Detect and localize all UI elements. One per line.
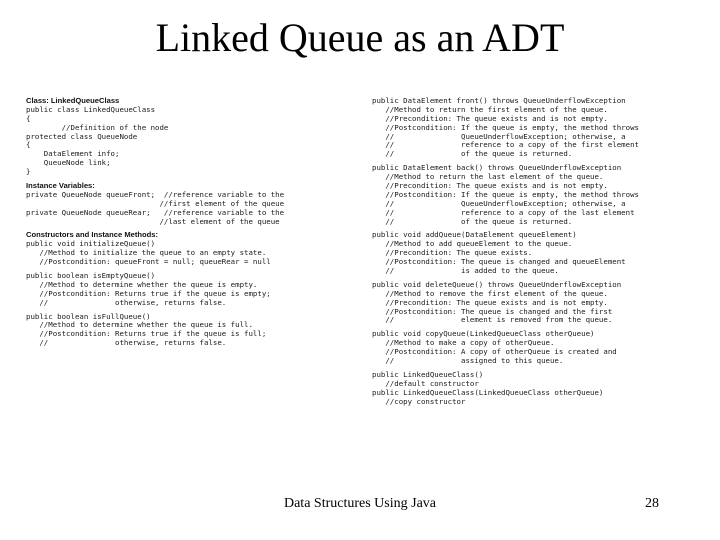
code-line: public LinkedQueueClass() (372, 370, 484, 379)
code-line: private QueueNode queueRear; //reference variable to the (26, 208, 285, 217)
code-line: // is added to the queue. (372, 267, 559, 276)
code-line: // otherwise, returns false. (26, 339, 227, 348)
code-line: //Method to remove the first element of the queue. (372, 289, 608, 298)
code-line: public void addQueue(DataElement queueElement) (372, 231, 577, 240)
code-line: //Method to initialize the queue to an empty state. (26, 249, 267, 258)
code-line: // of the queue is returned. (372, 217, 573, 226)
code-line: // element is removed from the queue. (372, 316, 613, 325)
code-line: { (26, 141, 31, 150)
code-line: //Postcondition: queueFront = null; queueRear = null (26, 258, 271, 267)
code-line: //last element of the queue (26, 217, 280, 226)
code-line: public boolean isEmptyQueue() (26, 272, 156, 281)
code-line: //Postcondition: Returns true if the queue is empty; (26, 289, 271, 298)
code-line: DataElement info; (26, 150, 120, 159)
code-line: // of the queue is returned. (372, 150, 573, 159)
code-line: // QueueUnderflowException; otherwise, a (372, 132, 626, 141)
code-line: QueueNode link; (26, 159, 111, 168)
code-line: public boolean isFullQueue() (26, 312, 151, 321)
code-line: //copy constructor (372, 397, 466, 406)
code-line: //Precondition: The queue exists and is not empty. (372, 114, 608, 123)
code-line: //Postcondition: If the queue is empty, the method throws (372, 190, 639, 199)
code-line: // reference to a copy of the last element (372, 208, 635, 217)
code-section-heading: Class: LinkedQueueClass (26, 97, 120, 105)
slide-title: Linked Queue as an ADT (155, 15, 565, 60)
code-column-left (26, 97, 344, 348)
code-line: //Precondition: The queue exists. (372, 249, 533, 258)
code-line: public void copyQueue(LinkedQueueClass otherQueue) (372, 330, 595, 339)
code-line: //Method to determine whether the queue is empty. (26, 280, 258, 289)
code-line: //Method to make a copy of otherQueue. (372, 339, 555, 348)
code-line: } (26, 168, 31, 177)
code-listing-image (26, 97, 704, 473)
code-line: //Method to add queueElement to the queue. (372, 240, 573, 249)
code-section-heading: Instance Variables: (26, 182, 95, 191)
code-line: //Postcondition: Returns true if the queue is full; (26, 330, 267, 339)
code-line: public class LinkedQueueClass (26, 105, 156, 114)
code-line: // otherwise, returns false. (26, 298, 227, 307)
code-line: public void initializeQueue() (26, 240, 156, 249)
code-line: public void deleteQueue() throws QueueUnderflowException (372, 280, 622, 289)
code-line: public LinkedQueueClass(LinkedQueueClass otherQueue) (372, 388, 604, 397)
code-line: //Postcondition: The queue is changed and queueElement (372, 258, 626, 267)
code-line: public DataElement back() throws QueueUnderflowException (372, 164, 622, 173)
code-line: //Postcondition: If the queue is empty, the method throws (372, 123, 639, 132)
code-line: //Postcondition: The queue is changed and the first (372, 307, 613, 316)
code-line: // QueueUnderflowException; otherwise, a (372, 199, 626, 208)
code-section-heading: Constructors and Instance Methods: (26, 231, 159, 240)
code-line: //Precondition: The queue exists and is not empty. (372, 182, 608, 191)
code-line: // reference to a copy of the first element (372, 141, 639, 150)
code-line: //default constructor (372, 379, 479, 388)
code-line: // assigned to this queue. (372, 357, 564, 366)
code-line: //Method to return the last element of the queue. (372, 173, 604, 182)
code-line: { (26, 114, 31, 123)
page-number: 28 (645, 496, 659, 511)
code-column-right (372, 97, 704, 407)
code-line: //Precondition: The queue exists and is not empty. (372, 298, 608, 307)
code-line: //Method to return the first element of the queue. (372, 105, 608, 114)
code-line: //Definition of the node (26, 123, 169, 132)
code-line: private QueueNode queueFront; //reference variable to the (26, 190, 285, 199)
code-line: //Postcondition: A copy of otherQueue is created and (372, 348, 617, 357)
code-line: //first element of the queue (26, 199, 285, 208)
footer-text: Data Structures Using Java (283, 496, 437, 511)
code-line: protected class QueueNode (26, 132, 138, 141)
code-line: public DataElement front() throws QueueUnderflowException (372, 97, 626, 105)
code-line: //Method to determine whether the queue is full. (26, 321, 253, 330)
